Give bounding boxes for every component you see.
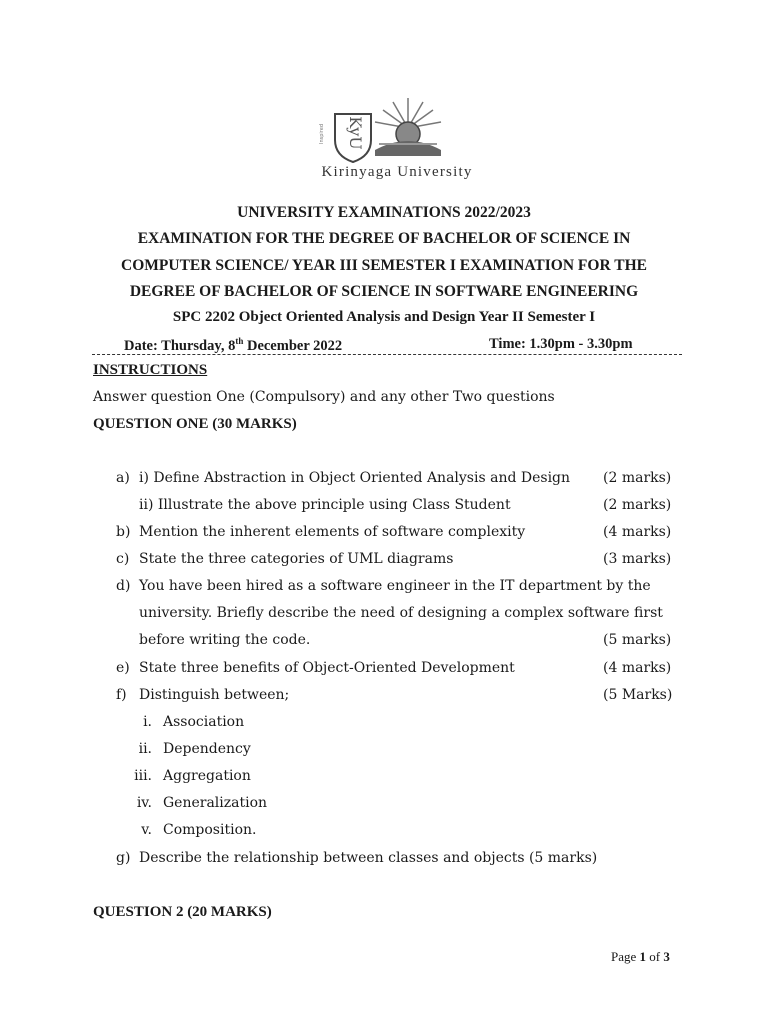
date-suffix: December 2022 (243, 337, 343, 354)
svg-text:KyU: KyU (346, 116, 365, 150)
university-crest-icon (283, 88, 511, 168)
sub-item-text: Dependency (163, 741, 251, 757)
item-g-label: g) (116, 850, 131, 866)
page-of: of (646, 949, 664, 964)
sub-item-number: i. (143, 714, 152, 730)
item-a-label: a) (116, 470, 130, 486)
page-prefix: Page (611, 949, 640, 964)
sub-item-text: Generalization (163, 795, 268, 811)
item-c-marks: (3 marks) (603, 551, 672, 567)
item-f: Distinguish between; (139, 687, 290, 703)
degree-line-3: DEGREE OF BACHELOR OF SCIENCE IN SOFTWARE ENGINEERING (129, 283, 639, 300)
item-a-ii: ii) Illustrate the above principle using Class Student (139, 497, 511, 513)
exam-year: UNIVERSITY EXAMINATIONS 2022/2023 (237, 204, 531, 221)
item-d-marks: (5 marks) (603, 632, 672, 648)
item-f-label: f) (116, 687, 127, 703)
item-d-line-1: You have been hired as a software engineer in the IT department by the (139, 578, 651, 594)
degree-line-2: COMPUTER SCIENCE/ YEAR III SEMESTER I EXAMINATION FOR THE (121, 257, 647, 274)
page-number (611, 949, 670, 965)
item-b: Mention the inherent elements of software complexity (139, 524, 526, 540)
item-c-label: c) (116, 551, 130, 567)
university-logo (283, 88, 511, 188)
sub-item-number: iv. (136, 795, 152, 811)
date-superscript: th (235, 336, 244, 346)
item-d-label: d) (116, 578, 131, 594)
item-c: State the three categories of UML diagrams (139, 551, 454, 567)
sub-item-number: v. (141, 822, 152, 838)
sub-item-number: iii. (134, 768, 152, 784)
course-line: SPC 2202 Object Oriented Analysis and Design Year II Semester I (172, 309, 596, 325)
item-b-marks: (4 marks) (603, 524, 672, 540)
item-e-marks: (4 marks) (603, 660, 672, 676)
instructions-text: Answer question One (Compulsory) and any other Two questions (93, 389, 555, 405)
item-a-ii-marks: (2 marks) (603, 497, 672, 513)
dashed-divider (92, 354, 682, 355)
sub-item-text: Aggregation (163, 768, 251, 784)
instructions-heading: INSTRUCTIONS (93, 362, 208, 378)
exam-date (124, 336, 342, 355)
item-b-label: b) (116, 524, 131, 540)
date-prefix: Date: Thursday, 8 (124, 337, 236, 354)
university-name: Kirinyaga University (321, 164, 473, 180)
sub-item-number: ii. (138, 741, 152, 757)
item-d-line-3: before writing the code. (139, 632, 311, 648)
sub-item-text: Composition. (163, 822, 257, 838)
item-d-line-2: university. Briefly describe the need of designing a complex software first (139, 605, 663, 621)
exam-time: Time: 1.30pm - 3.30pm (489, 336, 633, 352)
page-total: 3 (663, 949, 670, 964)
item-a-i-marks: (2 marks) (603, 470, 672, 486)
item-a-i: i) Define Abstraction in Object Oriented Analysis and Design (139, 470, 571, 486)
question-two-heading: QUESTION 2 (20 MARKS) (93, 904, 272, 920)
item-e-label: e) (116, 660, 130, 676)
page-current: 1 (639, 949, 647, 964)
item-e: State three benefits of Object-Oriented Development (139, 660, 515, 676)
question-one-heading: QUESTION ONE (30 MARKS) (93, 416, 297, 432)
degree-line-1: EXAMINATION FOR THE DEGREE OF BACHELOR OF SCIENCE IN (137, 230, 631, 247)
svg-text:Inspired: Inspired (319, 123, 325, 144)
sub-item-text: Association (163, 714, 245, 730)
item-f-marks: (5 Marks) (603, 687, 673, 703)
item-g: Describe the relationship between classes and objects (5 marks) (139, 850, 598, 866)
